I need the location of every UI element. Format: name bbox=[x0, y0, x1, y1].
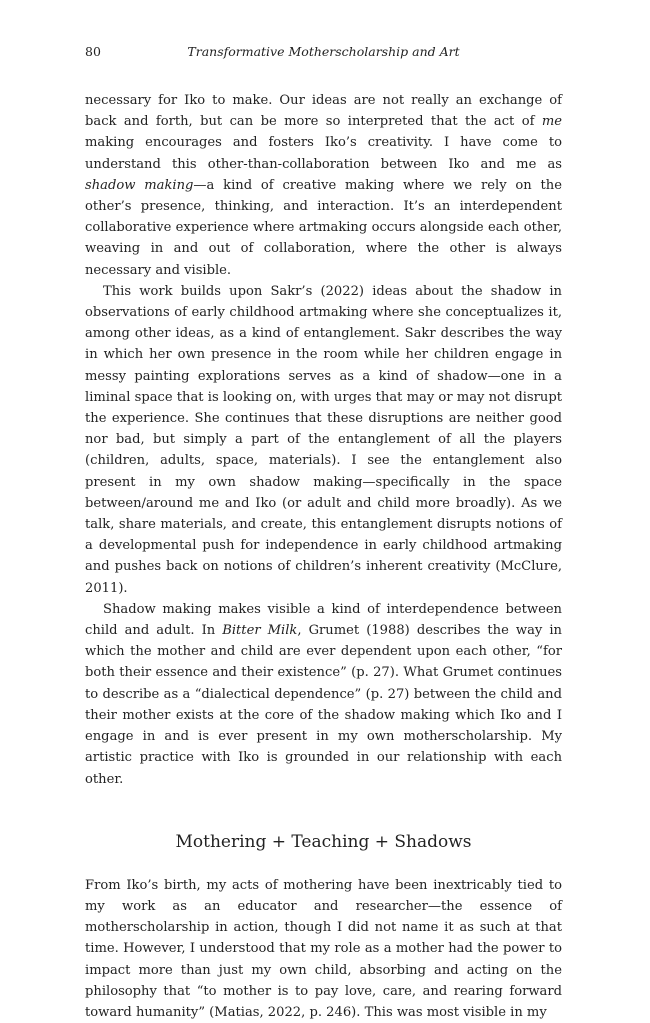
page-number: 80 bbox=[85, 44, 101, 59]
paragraph-3 bbox=[85, 599, 562, 790]
text-run: making encourages and fosters Iko’s creativity. I have come to understand this other-than-collaboration between Iko and me as bbox=[85, 135, 562, 172]
italic-text-run: me bbox=[541, 114, 562, 130]
section-paragraph-1 bbox=[85, 875, 562, 1023]
text-run: —a kind of creative making where we rely on the other’s presence, thinking, and interaction. It’s an interdependent collaborative experience where artmaking occurs alongside each other, weaving in and out of collaboration, where the other is always necessary and visible. bbox=[85, 177, 562, 278]
text-run: From Iko’s birth, my acts of mothering have been inextricably tied to my work as an educator and researcher—the essence of motherscholarship in action, though I did not name it as such at that time. However, I understood that my role as a mother had the power to impact more than just my own child, absorbing and acting on the philosophy that “to mother is to pay love, care, and rearing forward toward humanity” (Matias, 2022, p. 246). This was most visible in my bbox=[85, 877, 562, 1020]
text-run: necessary for Iko to make. Our ideas are not really an exchange of back and forth, but can be more so interpreted that the act of bbox=[85, 93, 562, 130]
text-run: , Grumet (1988) describes the way in which the mother and child are ever dependent upon each other, “for both their essence and their existence” (p. 27). What Grumet continues to describe as a “dialectical dependence” (p. 27) between the child and their mother exists at the core of the shadow making which Iko and I engage in and is ever present in my own motherscholarship. My artistic practice with Iko is grounded in our relationship with each other. bbox=[85, 623, 562, 787]
italic-text-run: Bitter Milk bbox=[222, 623, 298, 639]
section-heading: Mothering + Teaching + Shadows bbox=[175, 831, 472, 852]
italic-text-run: shadow making bbox=[85, 177, 194, 193]
paragraph-1 bbox=[85, 90, 562, 281]
book-page bbox=[85, 44, 562, 1023]
paragraph-2 bbox=[85, 281, 562, 599]
running-title: Transformative Motherscholarship and Art bbox=[187, 44, 460, 59]
text-run: Shadow making makes visible a kind of interdependence between child and adult. In bbox=[85, 601, 562, 639]
running-header bbox=[85, 44, 562, 66]
body-text bbox=[85, 90, 562, 1023]
text-run: This work builds upon Sakr’s (2022) ideas about the shadow in observations of early childhood artmaking where she conceptualizes it, among other ideas, as a kind of entanglement. Sakr describes the way in which her own presence in the room while her children engage in messy painting explorations serves as a kind of shadow—one in a liminal space that is looking on, with urges that may or may not disrupt the experience. She continues that these disruptions are neither good nor bad, but simply a part of the entanglement of all the players (children, adults, space, materials). I see the entanglement also present in my own shadow making—specifically in the space between/around me and Iko (or adult and child more broadly). As we talk, share materials, and create, this entanglement disrupts notions of a developmental push for independence in early childhood artmaking and pushes back on notions of children’s inherent creativity (McClure, 2011). bbox=[85, 283, 562, 596]
